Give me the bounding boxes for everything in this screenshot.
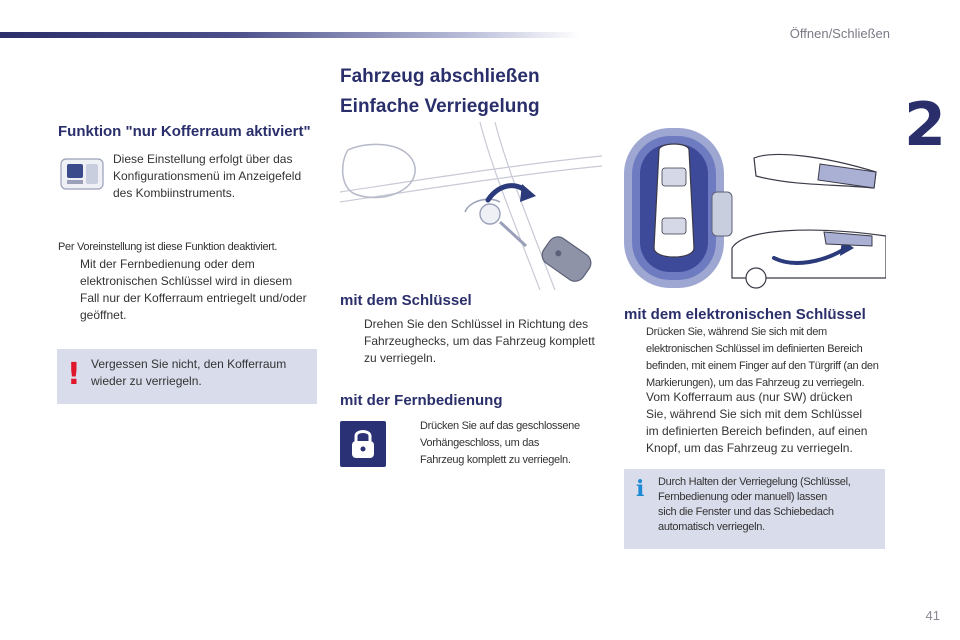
remote-heading: mit der Fernbedienung: [340, 392, 503, 409]
key-lock-illustration: [340, 122, 602, 290]
instrument-display-icon: [60, 158, 104, 190]
page-number: 41: [925, 608, 940, 623]
remote-lock-button-image: [340, 421, 386, 467]
remote-bullet: Drücken Sie auf das geschlossene Vorhängeschloss, um das Fahrzeug komplett zu verriegeln.: [420, 420, 580, 466]
key-bullet: Drehen Sie den Schlüssel in Richtung des Fahrzeughecks, um das Fahrzeug komplett zu verriegeln.: [364, 317, 595, 365]
chapter-number: 2: [904, 90, 946, 160]
warning-icon: !: [67, 357, 81, 392]
key-heading: mit dem Schlüssel: [340, 292, 472, 309]
default-note: Per Voreinstellung ist diese Funktion deaktiviert.: [58, 241, 278, 253]
electronic-bullet-2: Vom Kofferraum aus (nur SW) drücken Sie, während Sie sich mit dem Schlüssel im definierten Bereich befinden, auf einen Knopf, um das Fahrzeug zu verriegeln.: [646, 390, 868, 455]
page-title-line1: Fahrzeug abschließen: [340, 66, 540, 87]
warning-box: ! Vergessen Sie nicht, den Kofferraum wieder zu verriegeln.: [57, 349, 317, 404]
electronic-key-heading: mit dem elektronischen Schlüssel: [624, 306, 866, 323]
header-gradient-bar: [0, 32, 580, 38]
left-bullet: Mit der Fernbedienung oder dem elektronischen Schlüssel wird in diesem Fall nur der Kofferraum entriegelt und/oder geöffnet.: [80, 257, 307, 322]
page-title-line2: Einfache Verriegelung: [340, 96, 540, 117]
keyless-zone-illustration: [624, 128, 886, 294]
padlock-icon: [340, 421, 386, 467]
info-box: i Durch Halten der Verriegelung (Schlüssel, Fernbedienung oder manuell) lassen sich die Fenster und das Schiebedach automatisch verriegeln.: [624, 469, 885, 549]
page-title: [340, 62, 540, 122]
config-intro: Diese Einstellung erfolgt über das Konfigurationsmenü im Anzeigefeld des Kombiinstruments.: [113, 152, 302, 200]
section-title: Öffnen/Schließen: [789, 26, 890, 41]
trunk-only-heading: Funktion "nur Kofferraum aktiviert": [58, 123, 311, 140]
info-icon: i: [636, 476, 645, 502]
electronic-bullet-1: Drücken Sie, während Sie sich mit dem elektronischen Schlüssel im definierten Bereich befinden, mit einem Finger auf den Türgriff (an den Markierungen), um das Fahrzeug zu verriegeln.: [646, 326, 879, 389]
